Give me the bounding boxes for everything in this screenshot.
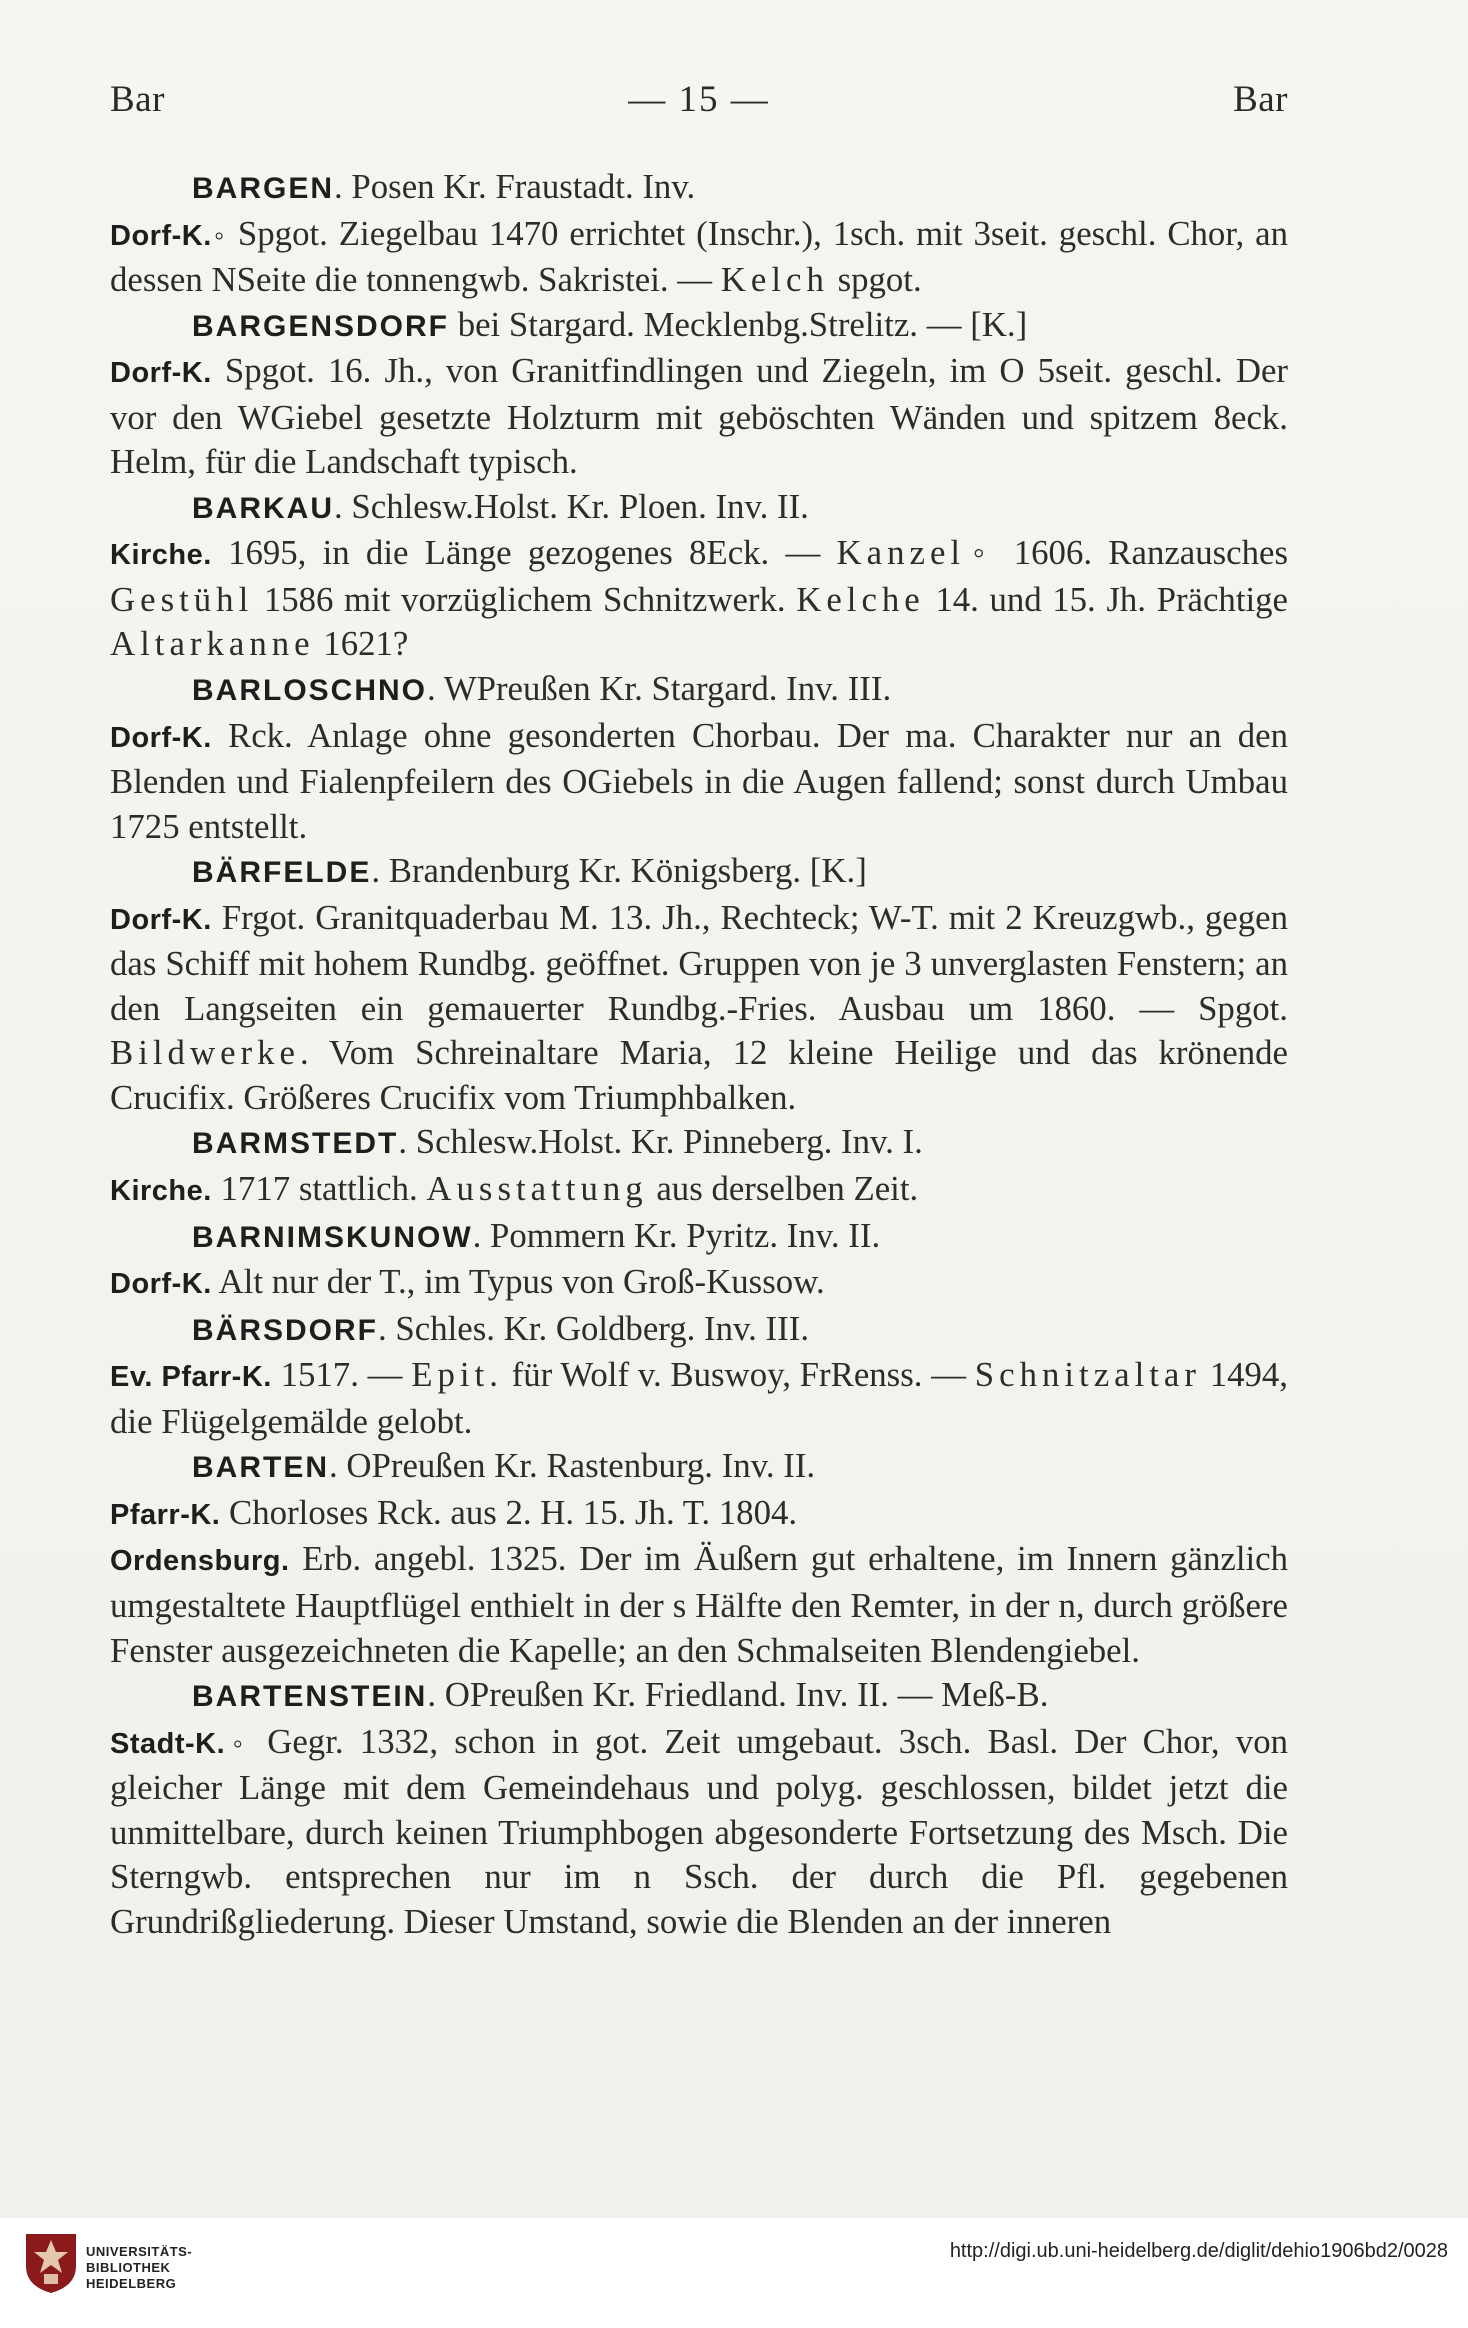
page-number: — 15 — xyxy=(628,79,770,120)
object-term: Kelche xyxy=(796,579,925,619)
building-type: Ev. Pfarr-K. xyxy=(110,1361,272,1394)
entry-paragraph xyxy=(110,485,1288,532)
entry xyxy=(110,849,1288,1120)
place-name: BARMSTEDT xyxy=(192,1127,399,1161)
place-location: . Brandenburg Kr. Königsberg. [K.] xyxy=(371,851,867,891)
object-term: Bildwerke xyxy=(110,1033,300,1073)
building-type: Dorf-K. xyxy=(110,721,212,754)
entry-paragraph xyxy=(110,1537,1288,1673)
entry-text: Rck. Anlage ohne gesonderten Chorbau. Der ma. Charakter nur an den Blenden und Fialenpfeilern des OGiebels in die Augen fallend; sonst durch Umbau 1725 entstellt. xyxy=(110,715,1288,846)
running-head-left: Bar xyxy=(110,79,165,120)
running-head xyxy=(110,78,1288,121)
entry-paragraph xyxy=(110,849,1288,896)
entry-paragraph xyxy=(110,1214,1288,1261)
building-type: Dorf-K. xyxy=(110,903,212,936)
place-location: . Schles. Kr. Goldberg. Inv. III. xyxy=(378,1308,810,1348)
entry-paragraph xyxy=(110,1260,1288,1307)
entry-text: für Wolf v. Buswoy, FrRenss. — xyxy=(502,1355,975,1395)
object-term: Altarkanne xyxy=(110,624,315,664)
source-url[interactable]: http://digi.ub.uni-heidelberg.de/diglit/dehio1906bd2/0028 xyxy=(949,2240,1448,2262)
entry xyxy=(110,165,1288,303)
digitization-footer xyxy=(0,2218,1468,2328)
place-location: . Schlesw.Holst. Kr. Pinneberg. Inv. I. xyxy=(398,1122,923,1162)
library-name-line: BIBLIOTHEK xyxy=(86,2260,171,2275)
object-term: Kelch xyxy=(720,260,829,300)
place-name: BARGEN xyxy=(192,172,335,205)
place-location: . Schlesw.Holst. Kr. Ploen. Inv. II. xyxy=(334,486,809,526)
entry xyxy=(110,485,1288,667)
entry-paragraph xyxy=(110,303,1288,350)
library-name-line: HEIDELBERG xyxy=(86,2276,177,2291)
building-type: Dorf-K. xyxy=(110,1268,212,1301)
object-term: Schnitzaltar xyxy=(974,1355,1201,1395)
entry-paragraph xyxy=(110,212,1288,303)
building-type: Dorf-K.◦ xyxy=(110,219,227,252)
entry-paragraph xyxy=(110,531,1288,667)
place-location: . OPreußen Kr. Rastenburg. Inv. II. xyxy=(329,1446,816,1486)
place-location: . Posen Kr. Fraustadt. Inv. xyxy=(334,167,696,206)
place-name: BARTEN xyxy=(192,1451,329,1485)
university-library-seal-icon xyxy=(22,2230,80,2296)
entry-text: Chorloses Rck. aus 2. H. 15. Jh. T. 1804. xyxy=(220,1492,798,1532)
entry-paragraph xyxy=(110,1120,1288,1167)
entry-paragraph xyxy=(110,1353,1288,1444)
building-type: Stadt-K.◦ xyxy=(110,1727,251,1760)
entry-text: 1606. Ranzausches xyxy=(997,533,1288,573)
entry-text: Erb. angebl. 1325. Der im Äußern gut erhaltene, im Innern gänzlich umgestaltete Hauptflügel enthielt in der s Hälfte den Remter, in der n, durch größere Fenster ausgezeichneten die Kapelle; an den Schmalseiten Blendengiebel. xyxy=(110,1539,1288,1670)
entry-text: Alt nur der T., im Typus von Groß-Kussow. xyxy=(211,1262,825,1302)
building-type: Dorf-K. xyxy=(110,357,212,390)
object-term: Epit. xyxy=(411,1355,503,1395)
entry-text: spgot. xyxy=(828,260,922,300)
place-name: BARNIMSKUNOW xyxy=(192,1220,473,1254)
place-name: BARTENSTEIN xyxy=(192,1680,428,1714)
place-location: . Pommern Kr. Pyritz. Inv. II. xyxy=(472,1215,881,1255)
building-type: Pfarr-K. xyxy=(110,1498,221,1531)
entry-text: 14. und 15. Jh. Prächtige xyxy=(924,579,1288,619)
entry-paragraph xyxy=(110,1444,1288,1491)
object-term: Kanzel◦ xyxy=(836,533,998,573)
entry-paragraph xyxy=(110,1167,1288,1214)
entry-text: 1517. — xyxy=(271,1355,412,1395)
entry-paragraph xyxy=(110,667,1288,714)
entry-text: Spgot. 16. Jh., von Granitfindlingen und Ziegeln, im O 5seit. geschl. Der vor den WGiebel gesetzte Holzturm mit geböschten Wänden und spitzem 8eck. Helm, für die Landschaft typisch. xyxy=(110,351,1288,482)
entry-text: 1621? xyxy=(314,624,409,664)
place-name: BARLOSCHNO xyxy=(192,674,427,708)
entry-paragraph xyxy=(110,349,1288,485)
entry xyxy=(110,1214,1288,1307)
entry xyxy=(110,1307,1288,1445)
entry-text: 1494, die Flügelgemälde gelobt. xyxy=(110,1355,1288,1441)
entry-text: 1695, in die Länge gezogenes 8Eck. — xyxy=(211,533,837,573)
building-type: Ordensburg. xyxy=(110,1545,290,1578)
building-type: Kirche. xyxy=(110,1175,212,1208)
entry-text: Spgot. Ziegelbau 1470 errichtet (Inschr.), 1sch. mit 3seit. geschl. Chor, an dessen NSeite die tonnengwb. Sakristei. — xyxy=(110,213,1288,300)
entry xyxy=(110,303,1288,485)
place-location: bei Stargard. Mecklenbg.Strelitz. — [K.] xyxy=(449,304,1028,344)
building-type: Kirche. xyxy=(110,539,212,572)
entry-text: aus derselben Zeit. xyxy=(647,1169,919,1209)
entry xyxy=(110,1673,1288,1944)
entry-text: Frgot. Granitquaderbau M. 13. Jh., Rechteck; W-T. mit 2 Kreuzgwb., gegen das Schiff mit hohem Rundbg. geöffnet. Gruppen von je 3 unverglasten Fenstern; an den Langseiten ein gemauerter Rundbg.-Fries. Ausbau um 1860. — Spgot. xyxy=(110,897,1288,1028)
entry-paragraph xyxy=(110,1720,1288,1945)
entry-text: . Vom Schreinaltare Maria, 12 kleine Heilige und das krönende Crucifix. Größeres Crucifix vom Triumphbalken. xyxy=(110,1033,1288,1117)
entry-paragraph xyxy=(110,714,1288,850)
entry-paragraph xyxy=(110,1673,1288,1720)
entry-text: 1586 mit vorzüglichem Schnitzwerk. xyxy=(253,579,797,619)
entry-paragraph xyxy=(110,896,1288,1121)
entry-text: 1717 stattlich. xyxy=(211,1169,427,1209)
place-name: BÄRFELDE xyxy=(192,856,372,890)
entry-paragraph xyxy=(110,1491,1288,1538)
entry-paragraph xyxy=(110,1307,1288,1354)
library-name-line: UNIVERSITÄTS- xyxy=(86,2244,193,2259)
object-term: Gestühl xyxy=(110,579,254,619)
page-body xyxy=(110,165,1288,1944)
place-name: BARKAU xyxy=(192,491,334,525)
place-name: BARGENSDORF xyxy=(192,309,450,343)
running-head-right: Bar xyxy=(1233,79,1288,120)
entry-text: Gegr. 1332, schon in got. Zeit umgebaut. 3sch. Basl. Der Chor, von gleicher Länge mit dem Gemeindehaus und polyg. geschlossen, bildet jetzt die unmittelbare, durch keinen Triumphbogen abgesonderte Fortsetzung des Msch. Die Sterngwb. entsprechen nur im n Ssch. der durch die Pfl. gegebenen Grundrißgliederung. Dieser Umstand, sowie die Blenden an der inneren xyxy=(110,1721,1289,1941)
place-name: BÄRSDORF xyxy=(192,1313,378,1347)
place-location: . OPreußen Kr. Friedland. Inv. II. — Meß-B. xyxy=(427,1675,1049,1715)
library-name xyxy=(86,2244,192,2292)
object-term: Ausstattung xyxy=(426,1169,648,1209)
entry-paragraph xyxy=(110,165,1288,212)
entry xyxy=(110,1444,1288,1673)
entry xyxy=(110,667,1288,849)
entry xyxy=(110,1120,1288,1213)
place-location: . WPreußen Kr. Stargard. Inv. III. xyxy=(427,669,892,709)
